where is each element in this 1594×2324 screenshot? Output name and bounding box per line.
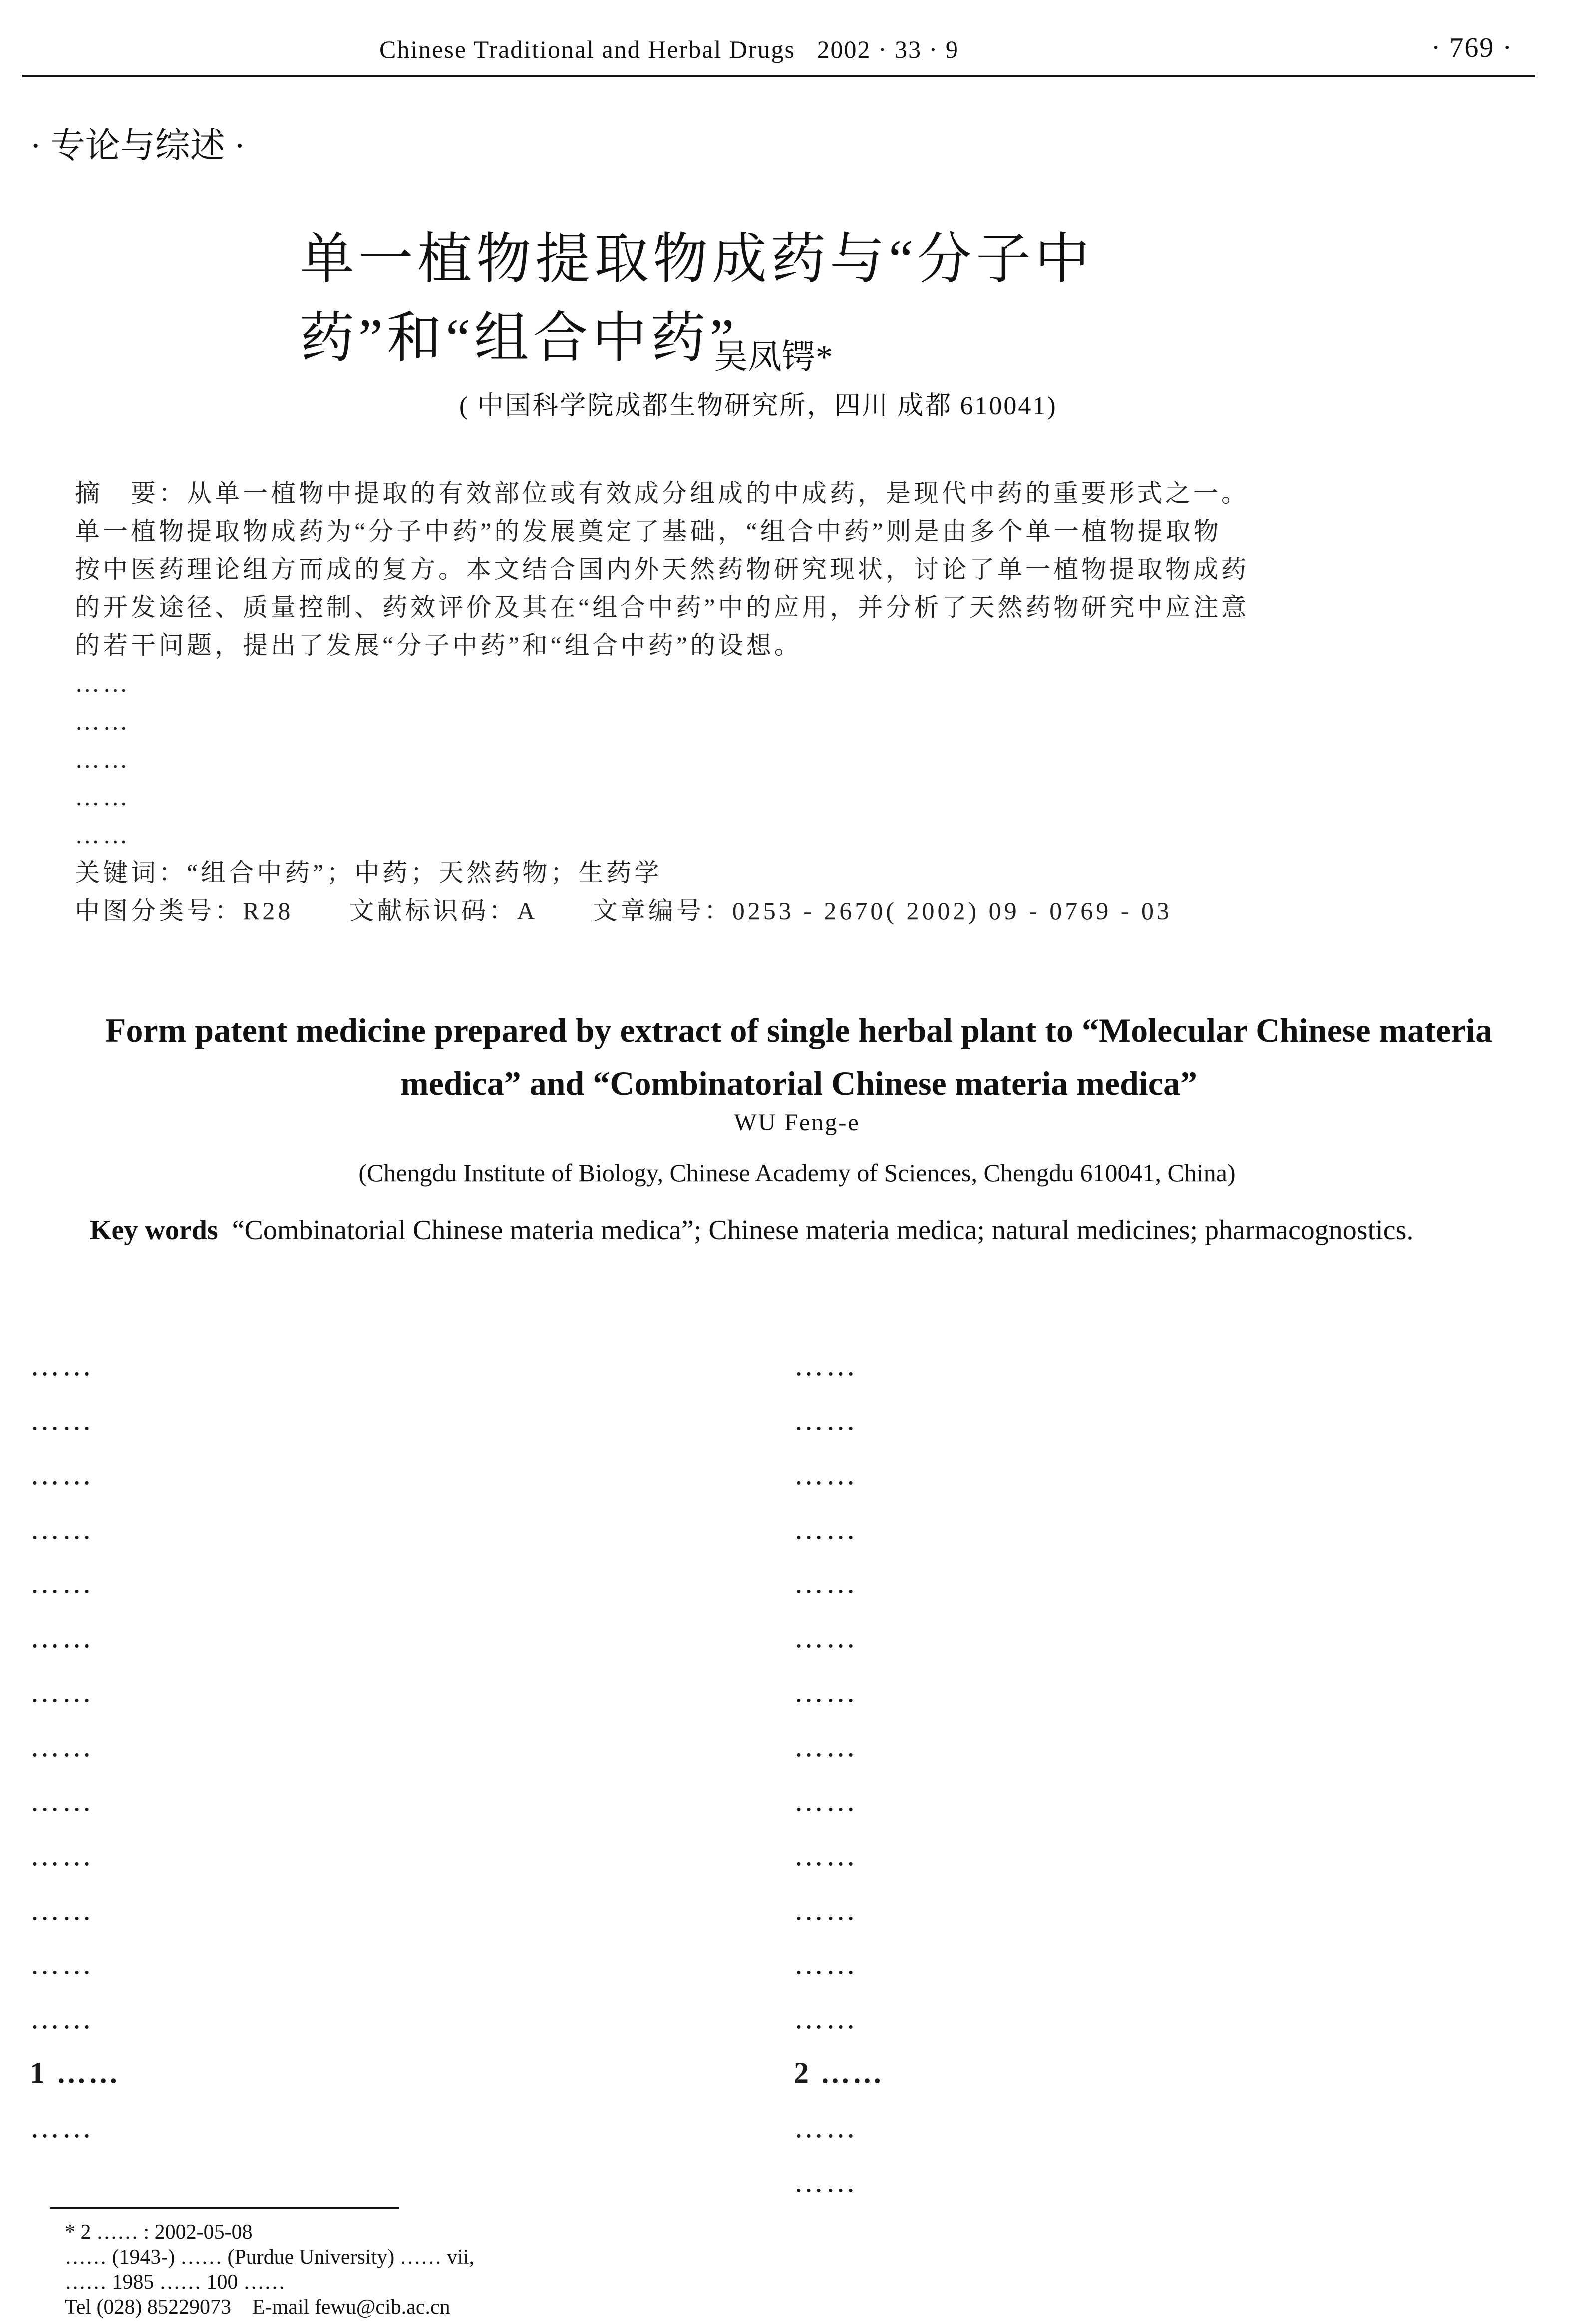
english-author: WU Feng-e <box>734 1109 860 1136</box>
body-line: …… <box>794 2111 858 2144</box>
keywords-cn: 关键词：“组合中药”；中药；天然药物；生药学 <box>75 859 662 887</box>
page-number: · 769 · <box>1431 32 1513 63</box>
body-line: …… <box>30 1839 94 1872</box>
english-title: Form patent medicine prepared by extract of single herbal plant to “Molecular Chinese materia medica” and “Combinatorial Chinese materia medica” <box>105 1011 1493 1102</box>
body-line: …… <box>30 1512 94 1545</box>
body-line: …… <box>30 1621 94 1654</box>
body-line: …… <box>794 1784 858 1817</box>
body-line: …… <box>794 1458 858 1491</box>
footnote-rule <box>50 2207 399 2209</box>
abstract-line: …… <box>75 821 131 849</box>
body-line: …… <box>30 2111 94 2144</box>
header-rule <box>22 75 1535 77</box>
body-line: …… <box>30 1784 94 1817</box>
body-line: …… <box>794 1566 858 1599</box>
footnote-bio: …… (1943-) …… (Purdue University) …… vii, <box>65 2246 475 2269</box>
body-line: …… <box>794 1512 858 1545</box>
journal-name: Chinese Traditional and Herbal Drugs 2002 · 33 · 9 <box>379 35 959 63</box>
footnote-received: * 2 …… : 2002-05-08 <box>65 2221 253 2244</box>
chinese-abstract <box>75 474 1523 930</box>
body-line: …… <box>794 2002 858 2035</box>
english-affiliation: (Chengdu Institute of Biology, Chinese Academy of Sciences, Chengdu 610041, China) <box>358 1159 1236 1187</box>
body-line: …… <box>794 1893 858 1926</box>
abstract-line: 的若干问题，提出了发展“分子中药”和“组合中药”的设想。 <box>75 631 802 659</box>
keywords-text: “Combinatorial Chinese materia medica”; Chinese materia medica; natural medicines; pharmacognostics. <box>232 1215 1414 1246</box>
footnote <box>65 2220 1538 2320</box>
running-header <box>30 25 1533 75</box>
body-line: …… <box>30 1403 94 1436</box>
english-keywords <box>30 1203 1538 1257</box>
body-line: …… <box>794 1621 858 1654</box>
chinese-title: 单一植物提取物成药与“分子中药”和“组合中药” <box>300 229 1094 369</box>
footnote-bio-2: …… 1985 …… 100 …… <box>65 2271 285 2294</box>
body-line: …… <box>794 1839 858 1872</box>
column-heading: · 专论与综述 · <box>30 127 246 165</box>
section-heading: 1 …… <box>30 2056 120 2089</box>
body-line: …… <box>30 1893 94 1926</box>
abstract-line: 单一植物提取物成药为“分子中药”的发展奠定了基础，“组合中药”则是由多个单一植物提取物 <box>75 517 1222 545</box>
keywords-label: Key words <box>90 1215 218 1246</box>
body-line: …… <box>794 1730 858 1763</box>
body-column-right <box>794 1338 1523 2209</box>
body-line: …… <box>794 1349 858 1382</box>
footnote-contact: Tel (028) 85229073 E-mail fewu@cib.ac.cn <box>65 2296 450 2319</box>
abstract-line: …… <box>75 669 131 697</box>
body-line: …… <box>30 1458 94 1491</box>
body-line: …… <box>30 1947 94 1980</box>
body-line: …… <box>30 2002 94 2035</box>
abstract-line: …… <box>75 783 131 811</box>
body-line: …… <box>794 1675 858 1708</box>
section-heading: 2 …… <box>794 2056 884 2089</box>
body-line: …… <box>794 1403 858 1436</box>
abstract-line: 摘 要：从单一植物中提取的有效部位或有效成分组成的中成药，是现代中药的重要形式之一。 <box>75 479 1249 507</box>
classification-line: 中图分类号：R28 文献标识码：A 文章编号：0253 - 2670( 2002) 09 - 0769 - 03 <box>75 897 1172 925</box>
chinese-affiliation: ( 中国科学院成都生物研究所，四川 成都 610041) <box>459 392 1057 420</box>
body-column-left <box>30 1338 759 2155</box>
body-line: …… <box>794 2165 858 2198</box>
body-line: …… <box>30 1675 94 1708</box>
body-line: …… <box>30 1566 94 1599</box>
body-line: …… <box>30 1349 94 1382</box>
body-line: …… <box>30 1730 94 1763</box>
abstract-line: 的开发途径、质量控制、药效评价及其在“组合中药”中的应用，并分析了天然药物研究中应注意 <box>75 593 1250 621</box>
abstract-line: …… <box>75 707 131 735</box>
body-line: …… <box>794 1947 858 1980</box>
abstract-line: …… <box>75 745 131 773</box>
abstract-line: 按中医药理论组方而成的复方。本文结合国内外天然药物研究现状，讨论了单一植物提取物成药 <box>75 555 1249 583</box>
chinese-author: 吴凤锷* <box>714 338 833 376</box>
